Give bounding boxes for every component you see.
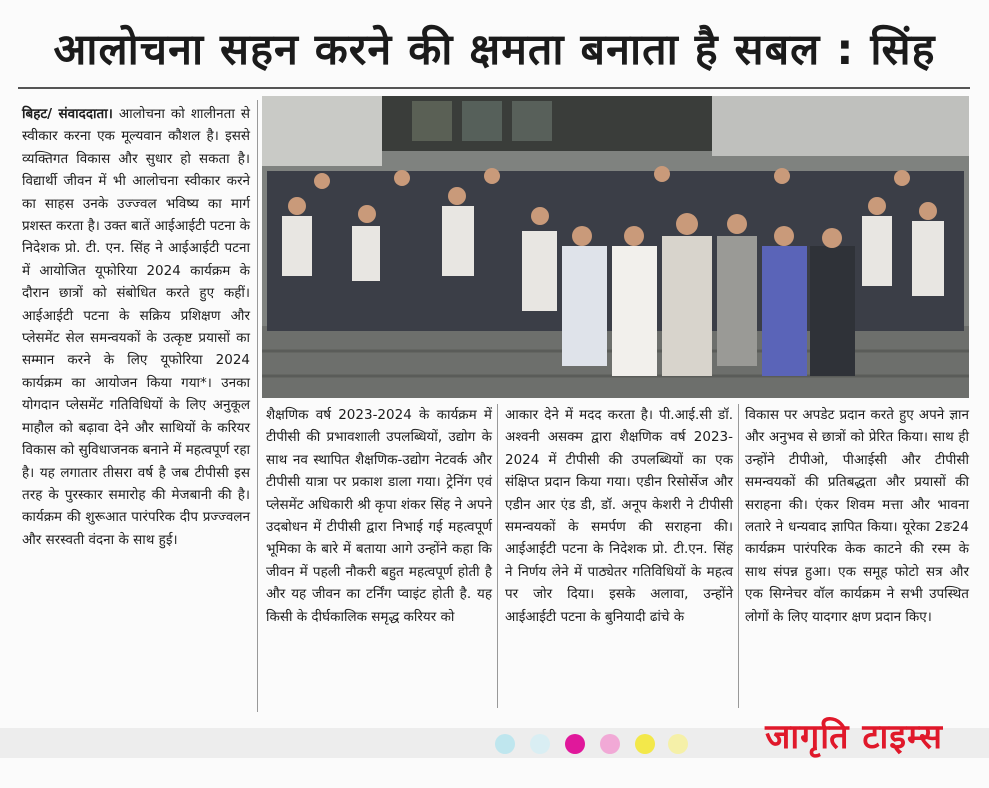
article-column-3	[505, 404, 733, 628]
column-2-text: शैक्षणिक वर्ष 2023-2024 के कार्यक्रम में टीपीसी की प्रभावशाली उपलब्धियों, उद्योग के साथ नव स्थापित शैक्षणिक-उद्योग नेटवर्क और टीपीसी यात्रा पर प्रकाश डाला गया। ट्रेनिंग एवं प्लेसमेंट अधिकारी श्री कृपा शंकर सिंह ने अपने उदबोधन में टीपीसी द्वारा निभाई गई महत्वपूर्ण भूमिका के बारे में बताया आगे उन्होंने कहा कि जीवन में पहली नौकरी बहुत महत्वपूर्ण होती है और यह जीवन का टर्निंग प्वाइंट होती है. यह किसी के दीर्घकालिक समृद्ध करियर को	[266, 407, 492, 625]
brand-logo: जागृति टाइम्स	[765, 717, 943, 757]
decorative-dot	[495, 734, 515, 754]
column-4-text: विकास पर अपडेट प्रदान करते हुए अपने ज्ञान और अनुभव से छात्रों को प्रेरित किया। साथ ही उन्होंने टीपीओ, पीआईसी और टीपीसी समन्वयकों की प्रतिबद्धता और प्रयासों की सराहना की। एंकर शिवम मत्ता और भावना लतारे ने धन्यवाद ज्ञापित किया। यूरेका 2ङ24 कार्यक्रम पारंपरिक केक काटने की रस्म के साथ संपन्न हुआ। एक समूह फोटो सत्र और एक सिग्नेचर वॉल कार्यक्रम ने सभी उपस्थित लोगों के लिए यादगार क्षण प्रदान किए।	[745, 407, 969, 625]
column-divider	[738, 404, 739, 708]
headline-rule	[18, 87, 970, 89]
column-1-text: आलोचना को शालीनता से स्वीकार करना एक मूल्यवान कौशल है। इससे व्यक्तिगत विकास और सुधार हो सकता है। विद्यार्थी जीवन में भी आलोचना स्वीकार करने का साहस उनके उज्ज्वल भविष्य का मार्ग प्रशस्त करता है। उक्त बातें आईआईटी पटना के निदेशक प्रो. टी. एन. सिंह ने आईआईटी पटना में आयोजित यूफोरिया 2024 कार्यक्रम के दौरान छात्रों को संबोधित करते हुए कहीं। आईआईटी पटना के सक्रिय प्रशिक्षण और प्लेसमेंट सेल समन्वयकों के उत्कृष्ट प्रयासों का सम्मान करने के लिए यूफोरिया 2024 कार्यक्रम का आयोजन किया गया*। उनका योगदान प्लेसमेंट गतिविधियों के लिए अनुकूल माहौल को बढ़ावा देने और साथियों के करियर विकास को सुविधाजनक बनाने में महत्वपूर्ण रहा है। यह लगातार तीसरा वर्ष है जब टीपीसी इस तरह के पुरस्कार समारोह की मेजबानी की है।कार्यक्रम की शुरूआत पारंपरिक दीप प्रज्ज्वलन और सरस्वती वंदना के साथ हुई।	[22, 106, 250, 548]
group-photo-illustration	[262, 96, 969, 398]
decorative-dot	[668, 734, 688, 754]
decorative-dot	[635, 734, 655, 754]
decorative-dot	[530, 734, 550, 754]
column-divider	[257, 100, 258, 712]
dateline: बिहट/ संवाददाता।	[22, 106, 113, 122]
article-column-1	[22, 103, 250, 551]
headline: आलोचना सहन करने की क्षमता बनाता है सबल : सिंह	[53, 25, 936, 75]
article-column-4	[745, 404, 969, 628]
column-3-text: आकार देने में मदद करता है। पी.आई.सी डॉ. अश्वनी असक्म द्वारा शैक्षणिक वर्ष 2023-2024 में टीपीसी की उपलब्धियों का एक संक्षिप्त प्रदान किया गया। एडीन रिसोर्सेज और एडीन आर एंड डी, डॉ. अनूप केशरी ने टीपीसी समन्वयकों के समर्पण की सराहना की।आईआईटी पटना के निदेशक प्रो. टी.एन. सिंह ने निर्णय लेने में पाठ्येतर गतिविधियों के महत्व पर जोर दिया। इसके अलावा, उन्होंने आईआईटी पटना के बुनियादी ढांचे के	[505, 407, 733, 625]
decorative-dot	[600, 734, 620, 754]
column-divider	[497, 404, 498, 708]
article-column-2	[266, 404, 492, 628]
group-photo	[262, 96, 969, 398]
decorative-dot	[565, 734, 585, 754]
